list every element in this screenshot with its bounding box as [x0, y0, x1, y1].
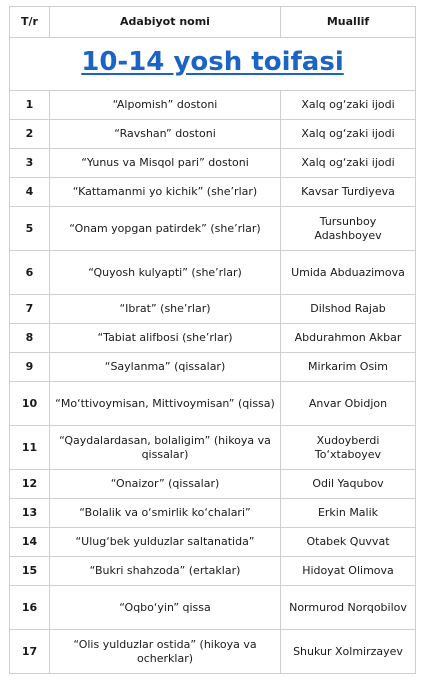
row-number: 13 — [10, 499, 50, 528]
row-title: “Onaizor” (qissalar) — [50, 470, 281, 499]
row-number: 4 — [10, 178, 50, 207]
header-author: Muallif — [281, 7, 416, 38]
row-number: 7 — [10, 295, 50, 324]
row-number: 6 — [10, 251, 50, 295]
row-title: “Tabiat alifbosi (she’rlar) — [50, 324, 281, 353]
row-author: Normurod Norqobilov — [281, 586, 416, 630]
row-author: Tursunboy Adashboyev — [281, 207, 416, 251]
row-author: Otabek Quvvat — [281, 528, 416, 557]
row-author: Xudoyberdi To‘xtaboyev — [281, 426, 416, 470]
row-title: “Yunus va Misqol pari” dostoni — [50, 149, 281, 178]
row-title: “Ulug‘bek yulduzlar saltanatida” — [50, 528, 281, 557]
table-row — [10, 251, 416, 295]
row-author: Xalq og‘zaki ijodi — [281, 91, 416, 120]
row-number: 12 — [10, 470, 50, 499]
row-title: “Saylanma” (qissalar) — [50, 353, 281, 382]
row-author: Erkin Malik — [281, 499, 416, 528]
row-number: 3 — [10, 149, 50, 178]
row-number: 16 — [10, 586, 50, 630]
literature-list — [9, 6, 415, 674]
row-title: “Bolalik va o‘smirlik ko‘chalari” — [50, 499, 281, 528]
row-author: Dilshod Rajab — [281, 295, 416, 324]
row-number: 14 — [10, 528, 50, 557]
row-author: Xalq og‘zaki ijodi — [281, 149, 416, 178]
table-row — [10, 207, 416, 251]
table-row — [10, 499, 416, 528]
table-row — [10, 470, 416, 499]
row-number: 2 — [10, 120, 50, 149]
header-number: T/r — [10, 7, 50, 38]
table-row — [10, 324, 416, 353]
table-row — [10, 586, 416, 630]
row-title: “Onam yopgan patirdek” (she’rlar) — [50, 207, 281, 251]
row-title: “Ibrat” (she’rlar) — [50, 295, 281, 324]
row-author: Xalq og‘zaki ijodi — [281, 120, 416, 149]
header-title: Adabiyot nomi — [50, 7, 281, 38]
row-title: “Olis yulduzlar ostida” (hikoya va ocherklar) — [50, 630, 281, 674]
row-author: Hidoyat Olimova — [281, 557, 416, 586]
row-number: 1 — [10, 91, 50, 120]
row-author: Odil Yaqubov — [281, 470, 416, 499]
row-author: Umida Abduazimova — [281, 251, 416, 295]
table-row — [10, 557, 416, 586]
table-row — [10, 295, 416, 324]
table-header-row — [10, 7, 416, 38]
row-title: “Oqbo‘yin” qissa — [50, 586, 281, 630]
row-title: “Alpomish” dostoni — [50, 91, 281, 120]
row-number: 9 — [10, 353, 50, 382]
table-row — [10, 91, 416, 120]
table-row — [10, 426, 416, 470]
row-title: “Qaydalardasan, bolaligim” (hikoya va qissalar) — [50, 426, 281, 470]
table-row — [10, 353, 416, 382]
row-title: “Quyosh kulyapti” (she’rlar) — [50, 251, 281, 295]
table-row — [10, 528, 416, 557]
row-number: 8 — [10, 324, 50, 353]
row-author: Mirkarim Osim — [281, 353, 416, 382]
row-title: “Mo‘ttivoymisan, Mittivoymisan” (qissa) — [50, 382, 281, 426]
row-title: “Kattamanmi yo kichik” (she’rlar) — [50, 178, 281, 207]
row-number: 17 — [10, 630, 50, 674]
section-title-link[interactable]: 10-14 yosh toifasi — [81, 46, 344, 77]
table-row — [10, 382, 416, 426]
row-author: Kavsar Turdiyeva — [281, 178, 416, 207]
row-author: Anvar Obidjon — [281, 382, 416, 426]
row-number: 5 — [10, 207, 50, 251]
row-author: Shukur Xolmirzayev — [281, 630, 416, 674]
table-row — [10, 630, 416, 674]
row-number: 15 — [10, 557, 50, 586]
row-title: “Bukri shahzoda” (ertaklar) — [50, 557, 281, 586]
row-author: Abdurahmon Akbar — [281, 324, 416, 353]
table-row — [10, 120, 416, 149]
literature-table — [9, 6, 416, 674]
section-row — [10, 38, 416, 91]
table-row — [10, 178, 416, 207]
row-number: 10 — [10, 382, 50, 426]
row-number: 11 — [10, 426, 50, 470]
table-row — [10, 149, 416, 178]
row-title: “Ravshan” dostoni — [50, 120, 281, 149]
